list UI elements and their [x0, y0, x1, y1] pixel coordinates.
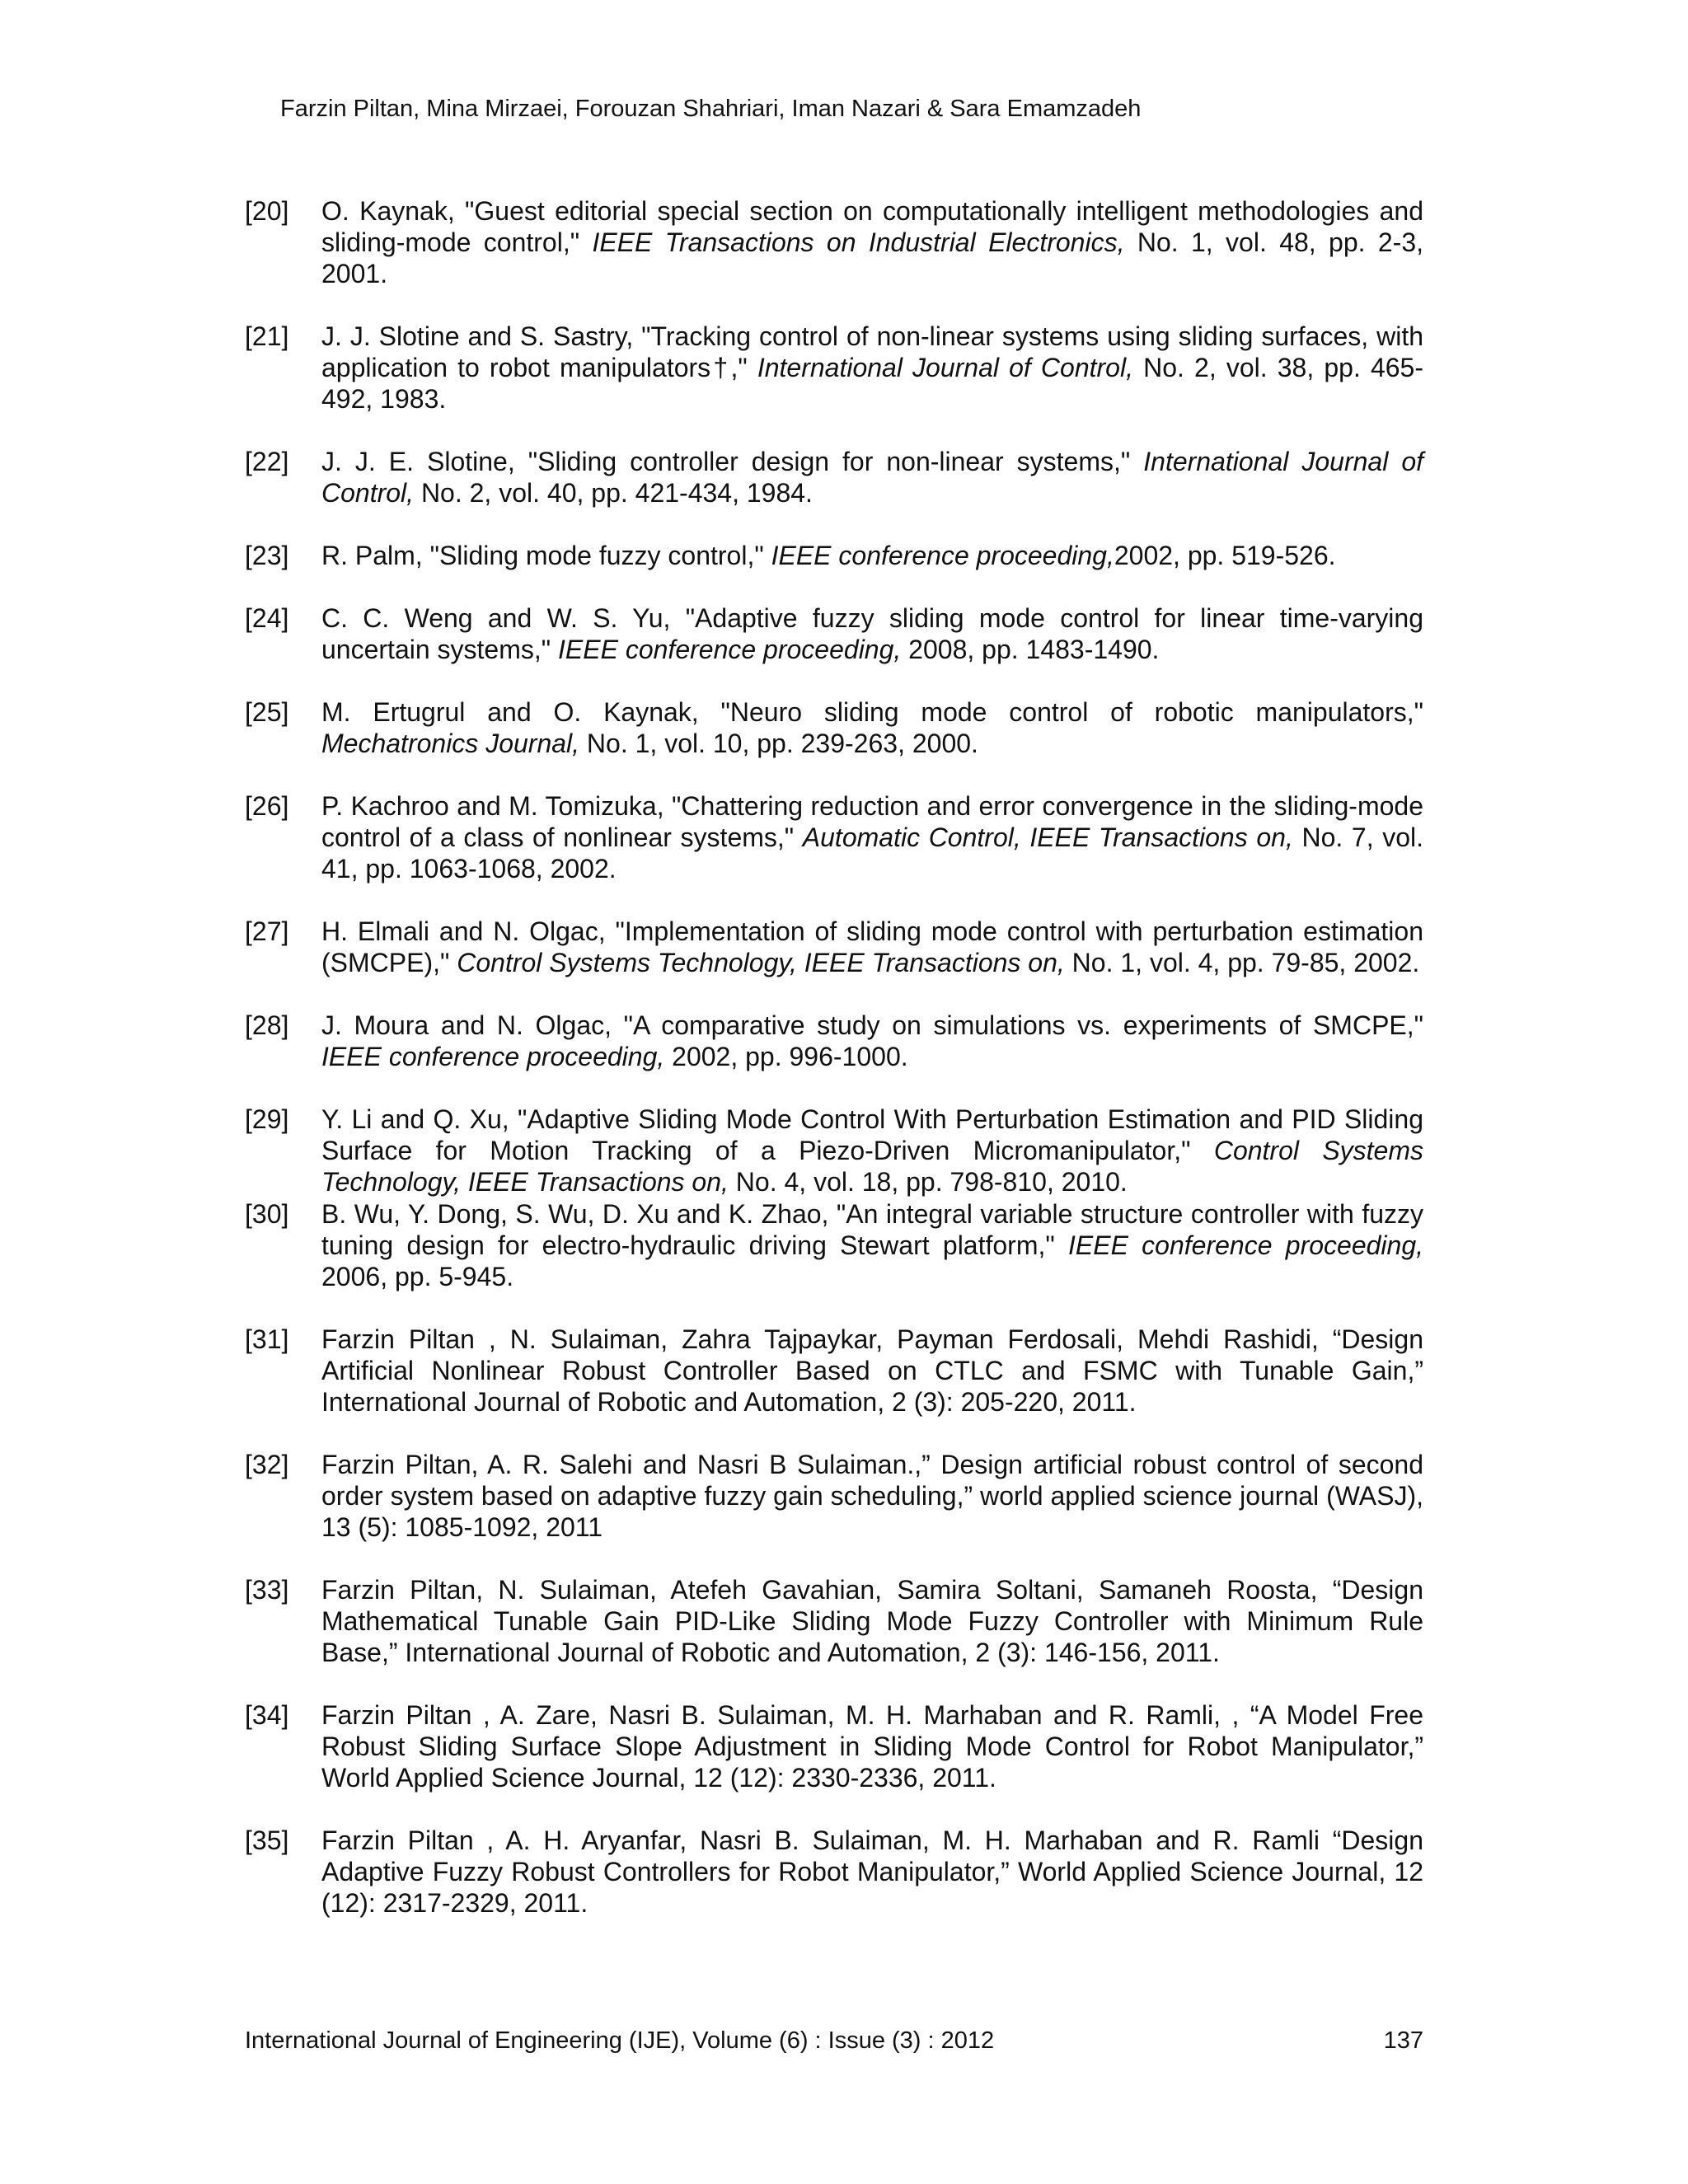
- reference-text: J. J. E. Slotine, "Sliding controller design for non-linear systems,": [321, 447, 1144, 476]
- reference-number: [20]: [245, 196, 289, 226]
- reference-details: No. 2, vol. 40, pp. 421-434, 1984.: [414, 478, 813, 508]
- reference-text: Farzin Piltan , A. Zare, Nasri B. Sulaiman, M. H. Marhaban and R. Ramli, , “A Model Free Robust Sliding Surface Slope Adjustment in Sliding Mode Control for Robot Manipulator,” World Applied Science Journal, 12 (12): 2330-2336, 2011.: [321, 1700, 1423, 1793]
- reference-text: B. Wu, Y. Dong, S. Wu, D. Xu and K. Zhao, "An integral variable structure controller with fuzzy tuning design for electro-hydraulic driving Stewart platform,": [321, 1199, 1423, 1260]
- reference-text: M. Ertugrul and O. Kaynak, "Neuro sliding mode control of robotic manipulators,": [321, 697, 1423, 727]
- reference-item: [245, 916, 1423, 978]
- reference-list: [245, 195, 1423, 1919]
- reference-source: IEEE conference proceeding,: [558, 635, 902, 664]
- reference-source: IEEE conference proceeding,: [321, 1042, 665, 1071]
- reference-details: No. 1, vol. 4, pp. 79-85, 2002.: [1064, 948, 1420, 977]
- reference-item: [245, 321, 1423, 415]
- reference-source: International Journal of Control,: [757, 353, 1133, 382]
- reference-item: [245, 1825, 1423, 1919]
- reference-item: [245, 1324, 1423, 1418]
- reference-number: [35]: [245, 1825, 289, 1855]
- reference-item: [245, 1449, 1423, 1543]
- reference-item: [245, 1198, 1423, 1292]
- reference-text: Farzin Piltan, A. R. Salehi and Nasri B Sulaiman.,” Design artificial robust control of second order system based on adaptive fuzzy gain scheduling,” world applied science journal (WASJ), 13 (5): 1085-1092, 2011: [321, 1450, 1423, 1542]
- reference-source: IEEE conference proceeding,: [1068, 1230, 1424, 1260]
- reference-details: No. 1, vol. 48, pp. 2-3, 2001.: [321, 227, 1424, 288]
- footer-journal: International Journal of Engineering (IJE), Volume (6) : Issue (3) : 2012: [245, 2027, 995, 2054]
- reference-item: [245, 790, 1423, 884]
- reference-text: C. C. Weng and W. S. Yu, "Adaptive fuzzy sliding mode control for linear time-varying uncertain systems,": [321, 603, 1423, 664]
- reference-text: Farzin Piltan , N. Sulaiman, Zahra Tajpaykar, Payman Ferdosali, Mehdi Rashidi, “Design Artificial Nonlinear Robust Controller Based on CTLC and FSMC with Tunable Gain,” International Journal of Robotic and Automation, 2 (3): 205-220, 2011.: [321, 1324, 1423, 1417]
- reference-details: 2008, pp. 1483-1490.: [901, 635, 1160, 664]
- reference-item: [245, 602, 1423, 665]
- reference-item: [245, 540, 1423, 571]
- reference-number: [27]: [245, 916, 289, 946]
- reference-number: [31]: [245, 1324, 289, 1354]
- reference-text: J. J. Slotine and S. Sastry, "Tracking control of non-linear systems using sliding surfaces, with application to robot manipulators†,": [321, 321, 1423, 382]
- reference-text: Y. Li and Q. Xu, "Adaptive Sliding Mode Control With Perturbation Estimation and PID Sliding Surface for Motion Tracking of a Piezo-Driven Micromanipulator,": [321, 1104, 1423, 1165]
- reference-text: H. Elmali and N. Olgac, "Implementation of sliding mode control with perturbation estimation (SMCPE),": [321, 916, 1423, 977]
- reference-text: P. Kachroo and M. Tomizuka, "Chattering reduction and error convergence in the sliding-mode control of a class of nonlinear systems,": [321, 791, 1423, 852]
- reference-text: Farzin Piltan, N. Sulaiman, Atefeh Gavahian, Samira Soltani, Samaneh Roosta, “Design Mathematical Tunable Gain PID-Like Sliding Mode Fuzzy Controller with Minimum Rule Base,” International Journal of Robotic and Automation, 2 (3): 146-156, 2011.: [321, 1575, 1423, 1667]
- reference-text: R. Palm, "Sliding mode fuzzy control,": [321, 541, 771, 570]
- reference-details: No. 7, vol. 41, pp. 1063-1068, 2002.: [321, 823, 1424, 883]
- reference-number: [26]: [245, 791, 289, 821]
- reference-item: [245, 1574, 1423, 1668]
- reference-item: [245, 1104, 1423, 1197]
- reference-number: [28]: [245, 1010, 289, 1040]
- reference-details: No. 2, vol. 38, pp. 465-492, 1983.: [321, 353, 1424, 414]
- reference-number: [34]: [245, 1700, 289, 1730]
- reference-details: 2002, pp. 519-526.: [1114, 541, 1336, 570]
- reference-source: Mechatronics Journal,: [321, 729, 580, 758]
- reference-item: [245, 446, 1423, 509]
- reference-source: International Journal of Control,: [321, 447, 1423, 508]
- page-footer: [245, 2027, 1423, 2055]
- reference-details: 2002, pp. 996-1000.: [664, 1042, 908, 1071]
- reference-text: O. Kaynak, "Guest editorial special section on computationally intelligent methodologies and sliding-mode control,": [321, 196, 1423, 257]
- reference-source: IEEE conference proceeding,: [771, 541, 1114, 570]
- reference-text: Farzin Piltan , A. H. Aryanfar, Nasri B. Sulaiman, M. H. Marhaban and R. Ramli “Design Adaptive Fuzzy Robust Controllers for Robot Manipulator,” World Applied Science Journal, 12 (12): 2317-2329, 2011.: [321, 1825, 1423, 1918]
- reference-text: J. Moura and N. Olgac, "A comparative study on simulations vs. experiments of SMCPE,": [321, 1010, 1423, 1040]
- reference-details: 2006, pp. 5-945.: [321, 1262, 514, 1291]
- reference-number: [32]: [245, 1450, 289, 1479]
- reference-item: [245, 1010, 1423, 1072]
- reference-item: [245, 1699, 1423, 1793]
- reference-source: Control Systems Technology, IEEE Transactions on,: [457, 948, 1065, 977]
- reference-number: [22]: [245, 447, 289, 476]
- reference-item: [245, 195, 1423, 289]
- page-number: 137: [1383, 2027, 1423, 2054]
- reference-details: No. 4, vol. 18, pp. 798-810, 2010.: [728, 1167, 1128, 1197]
- reference-source: Control Systems Technology, IEEE Transactions on,: [321, 1136, 1424, 1197]
- reference-number: [24]: [245, 603, 289, 633]
- reference-number: [23]: [245, 541, 289, 570]
- reference-number: [33]: [245, 1575, 289, 1605]
- reference-number: [30]: [245, 1199, 289, 1229]
- reference-details: No. 1, vol. 10, pp. 239-263, 2000.: [579, 729, 978, 758]
- running-header: Farzin Piltan, Mina Mirzaei, Forouzan Shahriari, Iman Nazari & Sara Emamzadeh: [280, 96, 1142, 122]
- reference-source: IEEE Transactions on Industrial Electronics,: [592, 227, 1125, 257]
- reference-number: [21]: [245, 321, 289, 351]
- reference-source: Automatic Control, IEEE Transactions on,: [802, 823, 1293, 852]
- reference-number: [29]: [245, 1104, 289, 1134]
- reference-number: [25]: [245, 697, 289, 727]
- reference-item: [245, 696, 1423, 759]
